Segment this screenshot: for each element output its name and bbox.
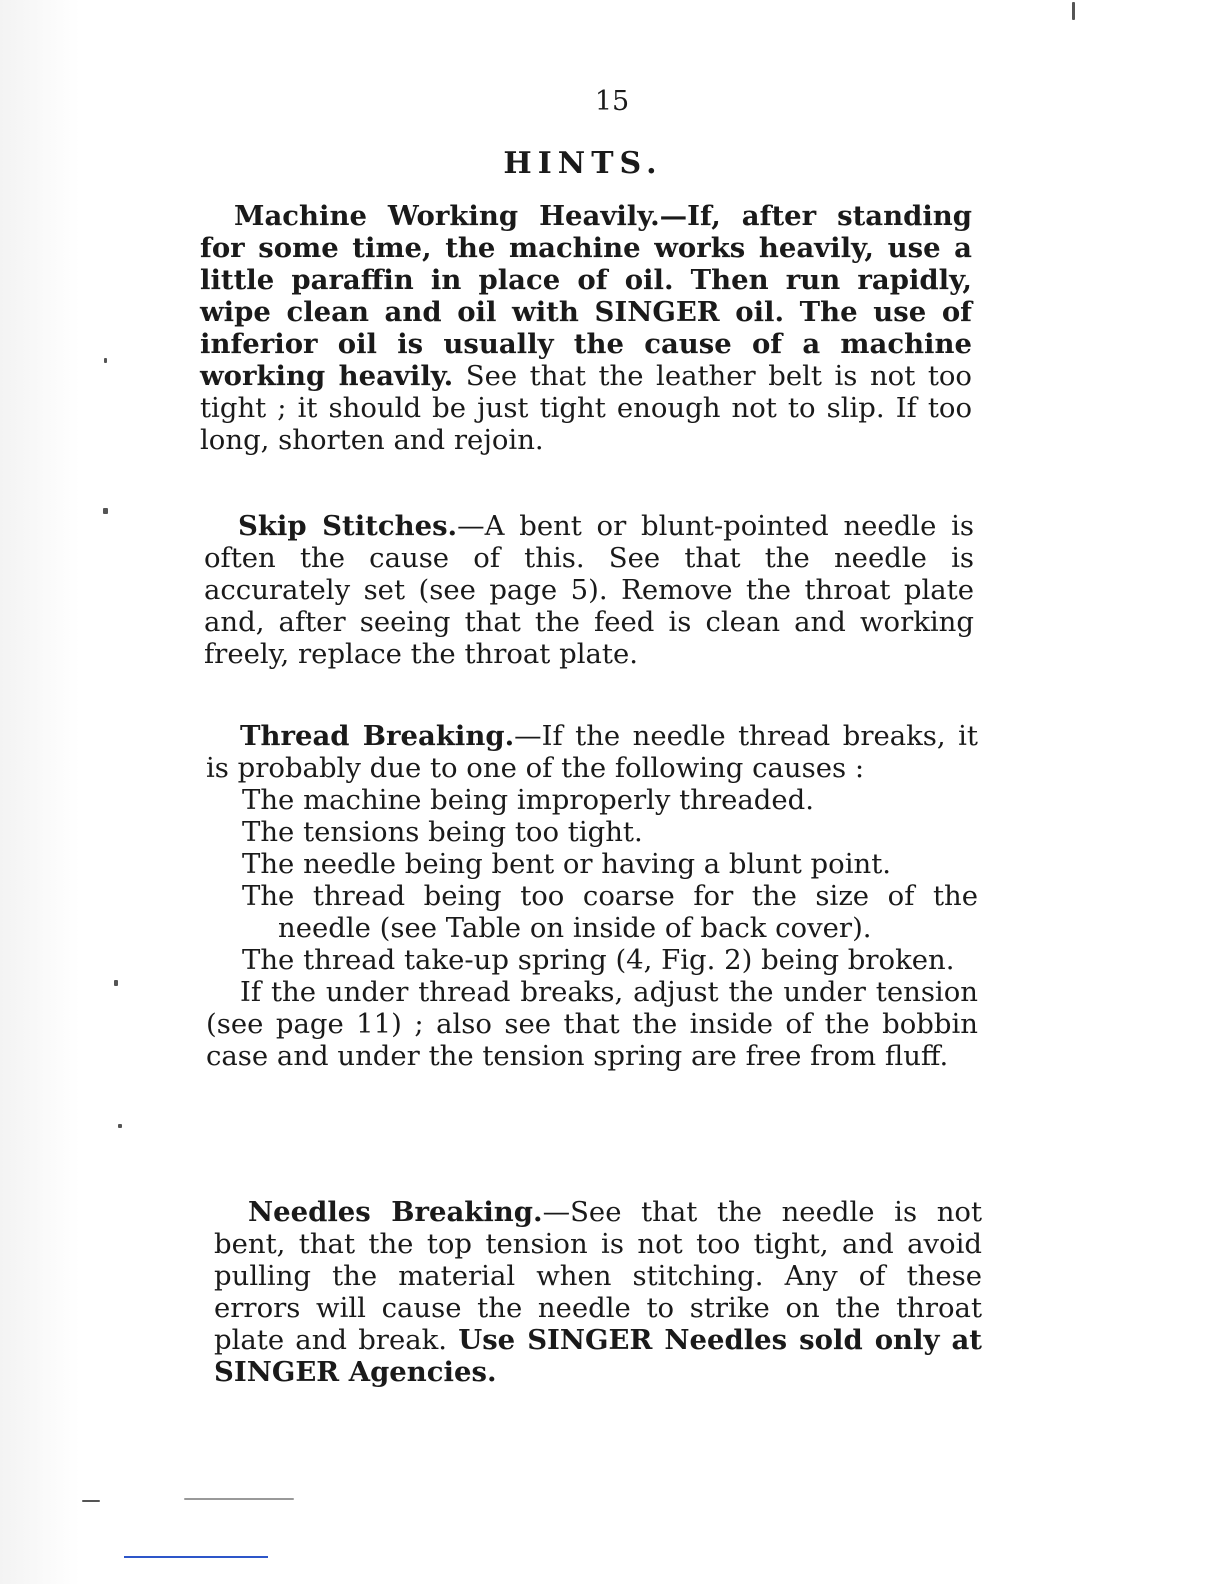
hint-text: If the under thread breaks, adjust the under tension (see page 11) ; also see that the inside of the bobbin case and under the tension spring are free from fluff. xyxy=(206,976,978,1072)
scan-speck xyxy=(103,508,108,514)
section-paragraph xyxy=(204,510,974,670)
section-machine-working-heavily xyxy=(200,200,972,456)
hint-text: —A bent or blunt-pointed needle is often the cause of this. See that the needle is accurately set (see page 5). Remove the throat plate and, after seeing that the feed is clean and working freely, replace the throat plate. xyxy=(204,510,974,670)
section-heading: Thread Breaking. xyxy=(240,720,515,752)
cause-item: The thread take-up spring (4, Fig. 2) being broken. xyxy=(242,944,955,976)
scan-speck xyxy=(104,358,107,363)
under-thread-paragraph xyxy=(206,976,978,1072)
cause-item: The machine being improperly threaded. xyxy=(242,784,814,816)
page-title: HINTS. xyxy=(503,146,663,181)
section-paragraph xyxy=(206,720,978,784)
cause-list xyxy=(206,784,978,976)
section-paragraph xyxy=(200,200,972,456)
section-skip-stitches xyxy=(204,510,974,670)
bold-hint-text: Use SINGER Needles sold only at SINGER Agencies. xyxy=(214,1324,982,1388)
hint-text: See that the leather belt is not too tight ; it should be just tight enough not to slip. If too long, shorten and rejoin. xyxy=(200,360,972,456)
section-needles-breaking xyxy=(214,1196,982,1388)
scan-speck xyxy=(114,980,118,986)
hint-text: —See that the needle is not bent, that the top tension is not too tight, and avoid pulling the material when stitching. Any of these errors will cause the needle to strike on the throat plate and break. xyxy=(214,1196,983,1356)
section-paragraph xyxy=(214,1196,982,1388)
section-heading: Machine Working Heavily. xyxy=(234,200,660,232)
section-thread-breaking xyxy=(206,720,978,1072)
section-heading: Skip Stitches. xyxy=(238,510,458,542)
bottom-rule xyxy=(124,1556,268,1558)
cause-item: The needle being bent or having a blunt point. xyxy=(242,848,892,880)
page-gutter-shade xyxy=(0,0,80,1584)
bold-hint-text: —If, after standing for some time, the machine works heavily, use a little paraffin in place of oil. Then run rapidly, wipe clean and oil with SINGER oil. The use of inferior oil is usually the cause of a machine working heavily. xyxy=(200,200,972,392)
page-number: 15 xyxy=(594,86,630,117)
scan-speck xyxy=(184,1498,294,1500)
section-heading: Needles Breaking. xyxy=(248,1196,543,1228)
cause-item: The thread being too coarse for the size of the needle (see Table on inside of back cover). xyxy=(242,880,978,944)
hint-text: —If the needle thread breaks, it is probably due to one of the following causes : xyxy=(206,720,978,784)
scan-speck xyxy=(82,1500,100,1502)
scan-speck xyxy=(1072,2,1075,20)
cause-item: The tensions being too tight. xyxy=(242,816,643,848)
scan-speck xyxy=(118,1124,122,1128)
